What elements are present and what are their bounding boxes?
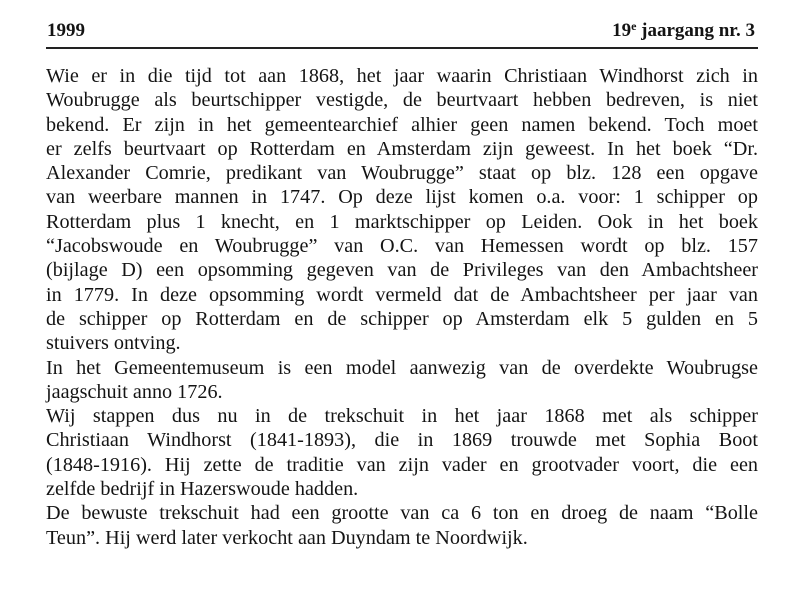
text-line: (1848-1916). Hij zette de traditie van zijn vader en grootvader voort, die een — [46, 453, 758, 476]
running-header — [47, 20, 755, 42]
text-line: De bewuste trekschuit had een grootte van ca 6 ton en droeg de naam “Bolle — [46, 502, 758, 525]
text-line: Wie er in die tijd tot aan 1868, het jaar waarin Christiaan Windhorst zich in — [46, 65, 758, 87]
text-line: van weerbare mannen in 1747. Op deze lijst komen o.a. voor: 1 schipper op — [46, 186, 758, 209]
text-line: bekend. Er zijn in het gemeentearchief alhier geen namen bekend. Toch moet — [46, 113, 758, 136]
paragraph-windhorst — [46, 404, 758, 501]
text-line: (bijlage D) een opsomming gegeven van de Privileges van den Ambachtsheer — [46, 259, 758, 282]
text-line: jaagschuit anno 1726. — [46, 380, 223, 403]
article-body — [46, 64, 758, 550]
text-line: “Jacobswoude en Woubrugge” van O.C. van Hemessen wordt op blz. 157 — [46, 235, 758, 258]
paragraph-gemeentemuseum — [46, 356, 758, 405]
paragraph-trekschuit — [46, 501, 758, 550]
text-line: Teun”. Hij werd later verkocht aan Duyndam te Noordwijk. — [46, 526, 528, 549]
text-line: In het Gemeentemuseum is een model aanwezig van de overdekte Woubrugse — [46, 356, 758, 379]
text-line: Rotterdam plus 1 knecht, en 1 marktschipper op Leiden. Ook in het boek — [46, 210, 758, 233]
header-volume-number: 19 — [612, 20, 632, 41]
header-rule — [46, 47, 758, 49]
text-line: Wij stappen dus nu in de trekschuit in het jaar 1868 met als schipper — [46, 405, 758, 428]
text-line: stuivers ontving. — [46, 332, 181, 355]
text-line: in 1779. In deze opsomming wordt vermeld dat de Ambachtsheer per jaar van — [46, 283, 758, 306]
header-volume — [612, 20, 755, 42]
header-volume-rest: jaargang nr. 3 — [636, 20, 755, 41]
text-line: Woubrugge als beurtschipper vestigde, de beurtvaart hebben bedreven, is niet — [46, 89, 758, 112]
header-volume-suffix: e — [631, 19, 637, 33]
text-line: er zelfs beurtvaart op Rotterdam en Amsterdam zijn geweest. In het boek “Dr. — [46, 137, 758, 160]
header-year: 1999 — [47, 20, 85, 41]
paragraph-beurtvaart — [46, 64, 758, 356]
text-line: Alexander Comrie, predikant van Woubrugge” staat op blz. 128 een opgave — [46, 162, 758, 185]
text-line: Christiaan Windhorst (1841-1893), die in 1869 trouwde met Sophia Boot — [46, 429, 758, 452]
text-line: zelfde bedrijf in Hazerswoude hadden. — [46, 478, 359, 501]
text-line: de schipper op Rotterdam en de schipper op Amsterdam elk 5 gulden en 5 — [46, 307, 758, 330]
